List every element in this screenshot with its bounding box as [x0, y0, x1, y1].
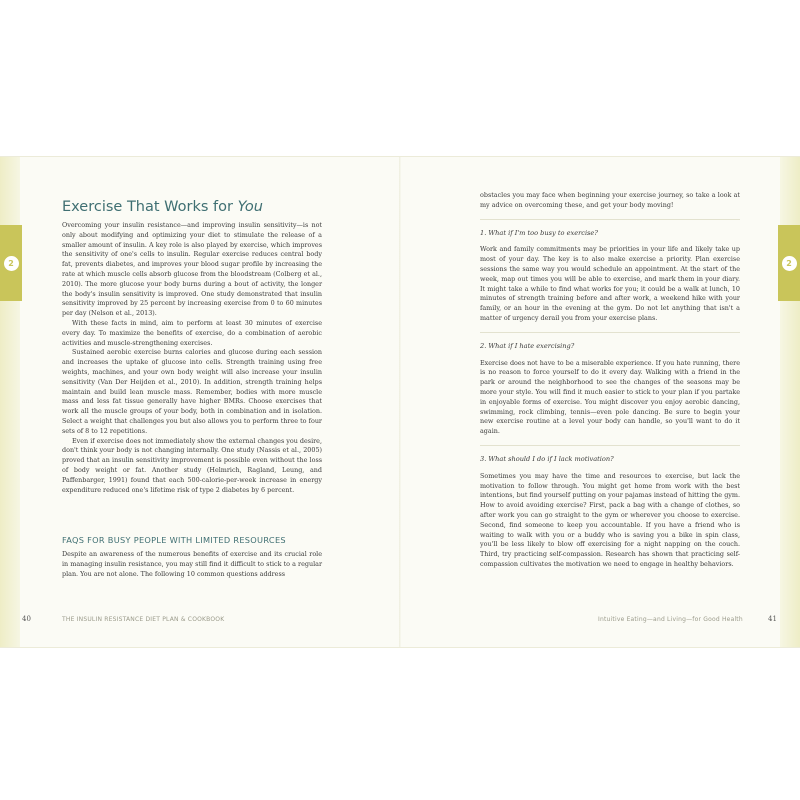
- page-title: [62, 199, 263, 215]
- paragraph: Despite an awareness of the numerous benefits of exercise and its crucial role in managing insulin resistance, you may still find it difficult to stick to a regular plan. You are not alone. The following 10 common questions address: [62, 550, 322, 578]
- chapter-tab-right: [778, 225, 800, 301]
- question-heading: 2. What if I hate exercising?: [480, 341, 575, 350]
- chapter-tab-left: [0, 225, 22, 301]
- answer-paragraph: Exercise does not have to be a miserable experience. If you hate running, there is no reason to force yourself to do it every day. Walking with a friend in the park or around the neighborhood to see the changes of the seasons may be more your style. You will find it much easier to stick to your plan if you partake in enjoyable forms of exercise. You might discover you enjoy aerobic dancing, swimming, rock climbing, tennis—even pole dancing. Be sure to begin your new exercise routine at a level your body can handle, so you'll want to do it again.: [480, 358, 740, 436]
- running-head-right: Intuitive Eating—and Living—for Good Health: [598, 616, 743, 623]
- gutter: [399, 157, 401, 647]
- right-page: [480, 157, 740, 647]
- chapter-tab-number: 2: [782, 256, 797, 271]
- answer-paragraph: Sometimes you may have the time and resources to exercise, but lack the motivation to follow through. You might get home from work with the best intentions, but find yourself putting on your pajamas instead of hitting the gym. How to avoid avoiding exercise? First, pack a bag with a change of clothes, so after work you can go straight to the gym or wherever you choose to exercise. Second, find someone to keep you accountable. If you have a friend who is waiting to walk with you or a buddy who is saving you a bike in spin class, you'll be less likely to blow off exercising for a night napping on the couch. Third, try practicing self-compassion. Research has shown that practicing self-compassion cultivates the motivation we need to engage in healthy behaviors.: [480, 471, 740, 568]
- question-heading: 3. What should I do if I lack motivation?: [480, 454, 614, 463]
- right-body: [480, 191, 740, 570]
- answer-paragraph: Work and family commitments may be priorities in your life and likely take up most of your day. The key is to also make exercise a priority. Plan exercise sessions the same way you would schedule an appointment. At the start of the week, map out times you will be able to exercise, and mark them in your diary. It might take a while to find what works for you; it could be a walk at lunch, 10 minutes of strength training before and after work, a weekend hike with your family, or an hour in the evening at the gym. Do not let anything that isn't a matter of urgency derail you from your exercise plans.: [480, 245, 740, 322]
- paragraph: Sustained aerobic exercise burns calories and glucose during each session and increases the uptake of glucose into cells. Strength training using free weights, machines, and your own body weight will also increase your insulin sensitivity (Van Der Heijden et al., 2010). In addition, strength training helps maintain and build lean muscle mass. Remember, bodies with more muscle mass and less fat tissue generally have higher BMRs. Choose exercises that work all the muscle groups of your body, both in combination and in isolation. Select a weight that challenges you but also allows you to perform three to four sets of 8 to 12 repetitions.: [62, 348, 322, 435]
- left-body: [62, 221, 322, 495]
- paragraph: Even if exercise does not immediately show the external changes you desire, don't think your body is not changing internally. One study (Nassis et al., 2005) proved that an insulin sensitivity improvement is possible even without the loss of body weight or fat. Another study (Helmrich, Ragland, Leung, and Paffenbarger, 1991) found that each 500-calorie-per-week increase in energy expenditure reduced one's lifetime risk of type 2 diabetes by 6 percent.: [62, 436, 322, 494]
- divider: [480, 219, 740, 220]
- title-main: Exercise That Works for: [62, 199, 238, 215]
- divider: [480, 445, 740, 446]
- divider: [480, 332, 740, 333]
- section-heading: FAQS FOR BUSY PEOPLE WITH LIMITED RESOURCES: [62, 535, 286, 545]
- running-head-left: THE INSULIN RESISTANCE DIET PLAN & COOKBOOK: [62, 616, 225, 623]
- book-spread: [0, 156, 800, 648]
- section-body: [62, 550, 322, 579]
- left-page: [62, 157, 322, 647]
- page-number-right: 41: [768, 615, 777, 623]
- paragraph: Overcoming your insulin resistance—and improving insulin sensitivity—is not only about modifying and optimizing your diet to stimulate the release of a smaller amount of insulin. A key role is also played by exercise, which improves the sensitivity of one's cells to insulin. Regular exercise reduces central body fat, prevents diabetes, and improves your blood sugar profile by increasing the rate at which muscle cells absorb glucose from the bloodstream (Colberg et al., 2010). The more glucose your body burns during a bout of activity, the longer the body's insulin sensitivity is improved. One study demonstrated that insulin sensitivity improved by 25 percent by increasing exercise from 0 to 60 minutes per day (Nelson et al., 2013).: [62, 221, 322, 318]
- paragraph: With these facts in mind, aim to perform at least 30 minutes of exercise every day. To maximize the benefits of exercise, do a combination of aerobic activities and muscle-strengthening exercises.: [62, 318, 322, 347]
- question-heading: 1. What if I'm too busy to exercise?: [480, 228, 598, 237]
- page-number-left: 40: [22, 615, 31, 623]
- title-emphasis: You: [237, 199, 263, 215]
- paragraph: obstacles you may face when beginning your exercise journey, so take a look at my advice on overcoming these, and get your body moving!: [480, 191, 740, 209]
- chapter-tab-number: 2: [4, 256, 19, 271]
